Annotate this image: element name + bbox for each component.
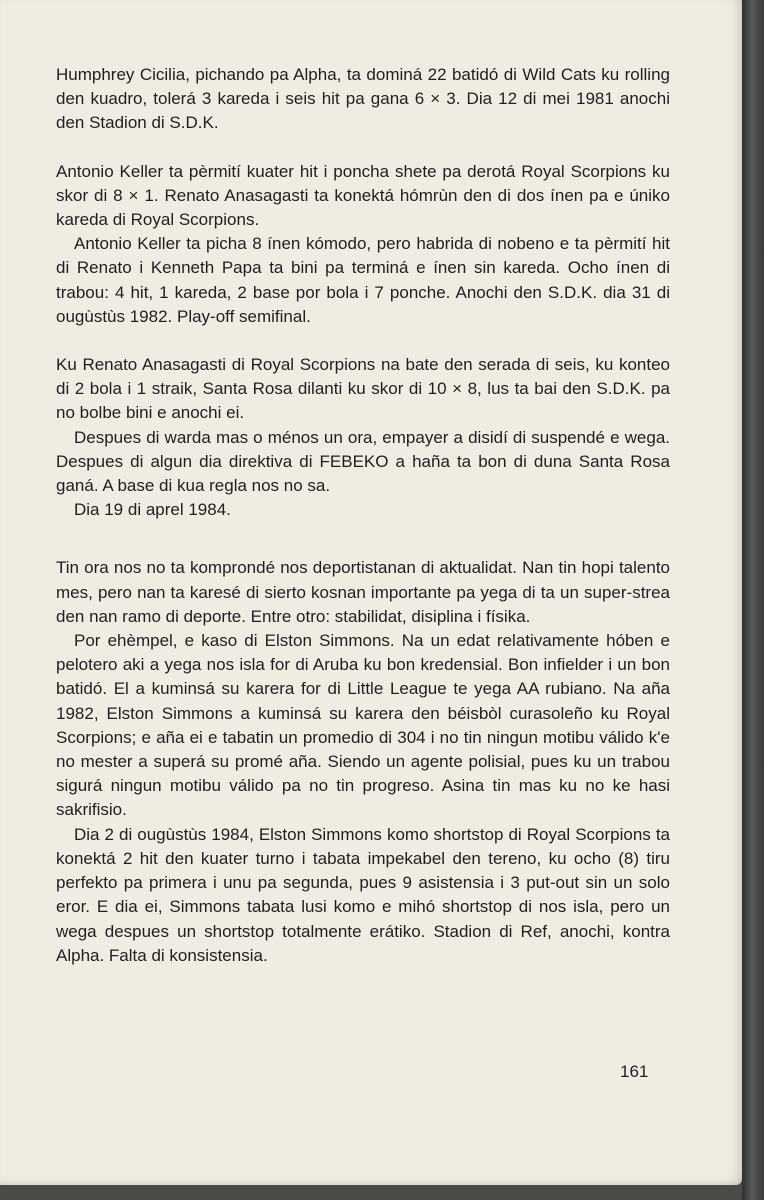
- book-spine-edge: [742, 0, 764, 1200]
- page-number: 161: [620, 1062, 649, 1081]
- paragraph-simmons-game: Dia 2 di ougùstùs 1984, Elston Simmons komo shortstop di Royal Scorpions ta konektá 2 hit den kuater turno i tabata impekabel den tereno, ku ocho (8) tiru perfekto pa primera i unu pa segunda, pues 9 asistensia i 3 put-out sin un solo eror. E dia ei, Simmons tabata lusi komo e mihó shortstop di nos isla, pero un wega despues un shortstop totalmente erátiko. Stadion di Ref, anochi, kontra Alpha. Falta di konsistensia.: [56, 824, 670, 965]
- paragraph-suspension: Despues di warda mas o ménos un ora, empayer a disidí di suspendé e wega. Despues di algun dia direktiva di FEBEKO a haña ta bon di duna Santa Rosa ganá. A base di kua regla nos no sa.: [56, 427, 670, 496]
- paragraph-date: Dia 19 di aprel 1984.: [74, 500, 231, 520]
- page-text: [56, 63, 670, 968]
- paragraph-humphrey-cicilia: Humphrey Cicilia, pichando pa Alpha, ta dominá 22 batidó di Wild Cats ku rolling den kuadro, tolerá 3 kareda i seis hit pa gana 6 × 3. Dia 12 di mei 1981 anochi den Stadion di S.D.K.: [56, 65, 670, 133]
- paragraph-antonio-keller-1: Antonio Keller ta pèrmití kuater hit i poncha shete pa derotá Royal Scorpions ku skor di 8 × 1. Renato Anasagasti ta konektá hómrùn den di dos ínen pa e úniko kareda di Royal Scorpions.: [56, 161, 670, 230]
- paragraph-renato-anasagasti: Ku Renato Anasagasti di Royal Scorpions na bate den serada di seis, ku konteo di 2 bola i 1 straik, Santa Rosa dilanti ku skor di 10 × 8, lus ta bai den S.D.K. pa no bolbe bini e anochi ei.: [56, 355, 670, 423]
- paragraph-deportistanan: Tin ora nos no ta komprondé nos deportistanan di aktualidat. Nan tin hopi talento mes, pero nan ta karesé di sierto kosnan importante pa yega di ta un super-strea den nan ramo di deporte. Entre otro: stabilidat, disiplina i físika.: [56, 558, 670, 626]
- paragraph-elston-simmons: Por ehèmpel, e kaso di Elston Simmons. Na un edat relativamente hóben e pelotero aki a yega nos isla for di Aruba ku bon kredensial. Bon infielder i un bon batidó. El a kuminsá su karera for di Little League te yega AA rubiano. Na aña 1982, Elston Simmons a kuminsá su karera den béisbòl curasoleño ku Royal Scorpions; e aña ei e tabatin un promedio di 304 i no tin ningun motibu válido k'e no mester a superá su promé aña. Siendo un agente polisial, pues ku un trabou sigurá ningun motibu válido pa no tin progreso. Asina tin mas ku no ke hasi sakrifisio.: [56, 631, 670, 820]
- paragraph-antonio-keller-2: Antonio Keller ta picha 8 ínen kómodo, pero habrida di nobeno e ta pèrmití hit di Renato i Kenneth Papa ta bini pa terminá e ínen sin kareda. Ocho ínen di trabou: 4 hit, 1 kareda, 2 base por bola i 7 ponche. Anochi den S.D.K. dia 31 di ougùstùs 1982. Play-off semifinal.: [56, 234, 670, 326]
